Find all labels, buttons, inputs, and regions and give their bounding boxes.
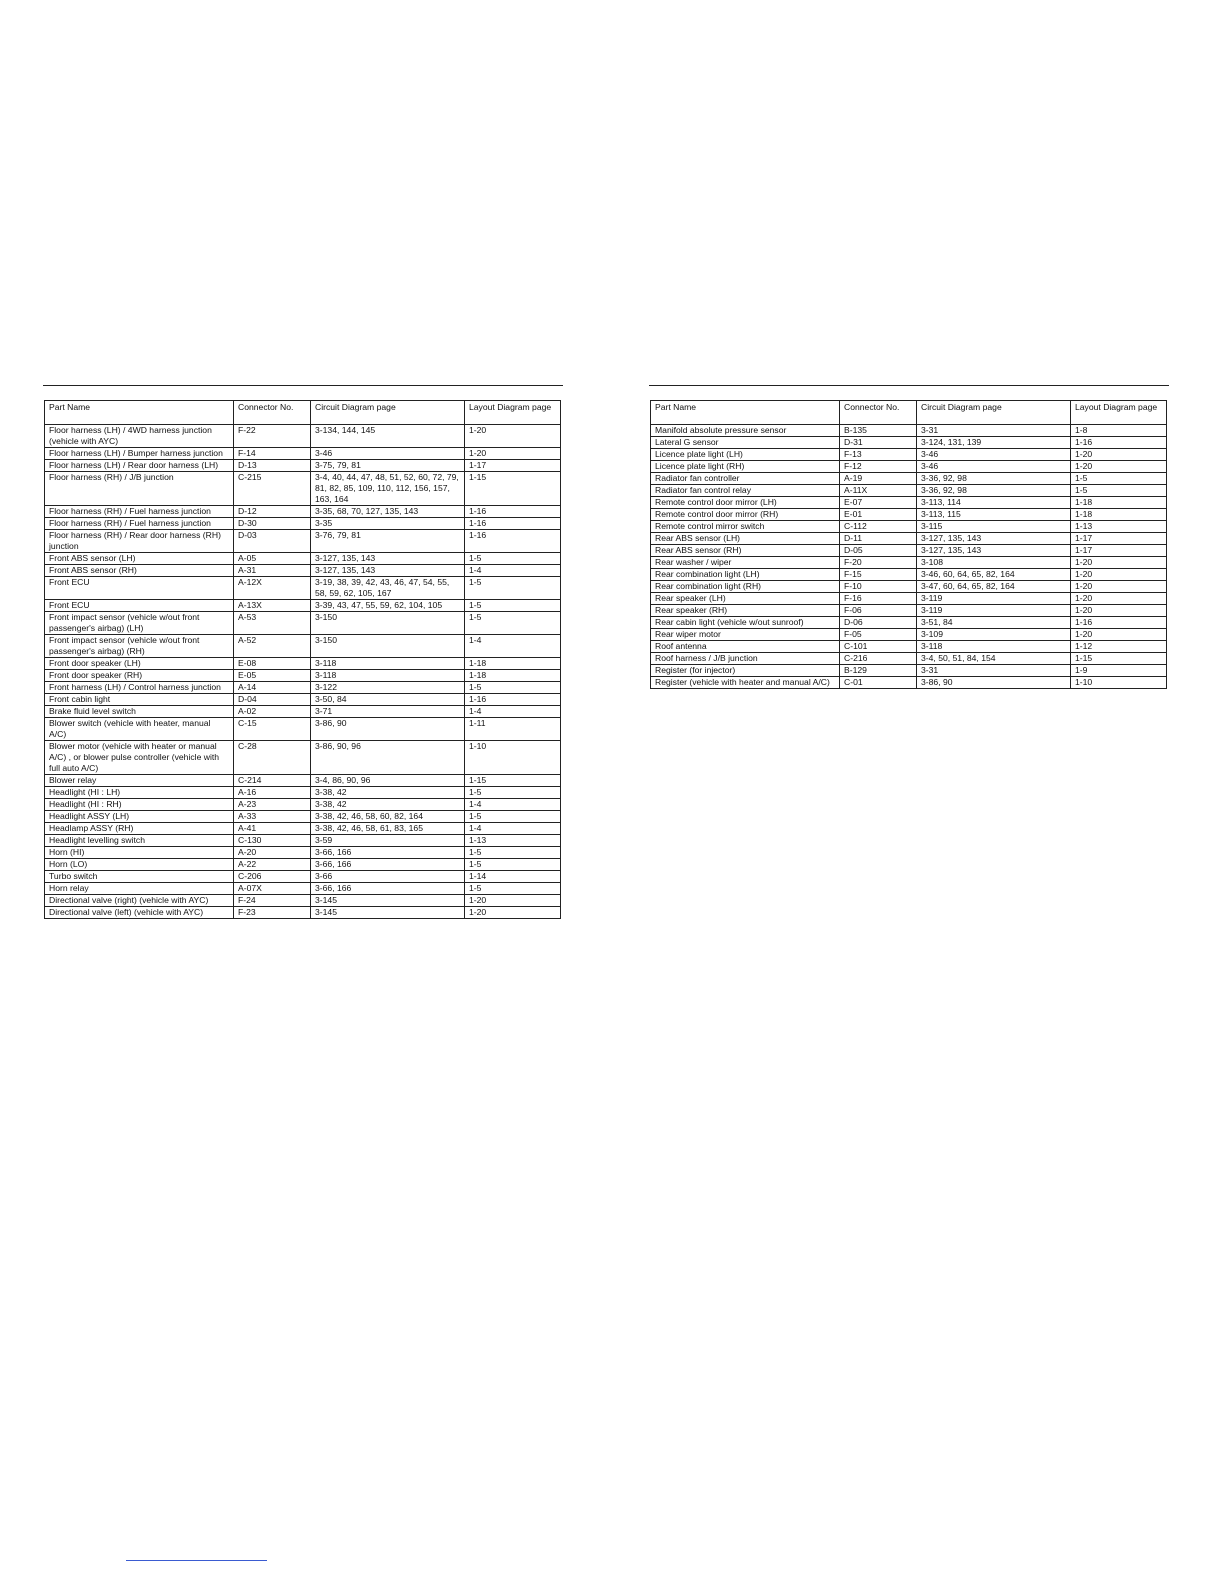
table-row: [45, 787, 561, 799]
cell-circuit-page: 3-4, 50, 51, 84, 154: [917, 653, 1071, 665]
cell-layout-page: 1-18: [465, 670, 561, 682]
cell-layout-page: 1-13: [1071, 521, 1167, 533]
cell-circuit-page: 3-38, 42, 46, 58, 61, 83, 165: [311, 823, 465, 835]
cell-circuit-page: 3-124, 131, 139: [917, 437, 1071, 449]
table-row: [45, 835, 561, 847]
cell-part-name: Rear speaker (LH): [651, 593, 840, 605]
table-row: [45, 460, 561, 472]
cell-part-name: Headlight (HI : LH): [45, 787, 234, 799]
cell-connector-no: A-52: [234, 635, 311, 658]
table-row: [651, 629, 1167, 641]
table-row: [45, 553, 561, 565]
table-row: [45, 612, 561, 635]
cell-connector-no: D-12: [234, 506, 311, 518]
cell-circuit-page: 3-150: [311, 635, 465, 658]
cell-connector-no: D-03: [234, 530, 311, 553]
cell-layout-page: 1-5: [465, 811, 561, 823]
cell-layout-page: 1-17: [465, 460, 561, 472]
cell-part-name: Remote control door mirror (LH): [651, 497, 840, 509]
cell-circuit-page: 3-118: [311, 658, 465, 670]
cell-circuit-page: 3-86, 90, 96: [311, 741, 465, 775]
cell-part-name: Blower switch (vehicle with heater, manual A/C): [45, 718, 234, 741]
table-row: [45, 448, 561, 460]
cell-connector-no: D-30: [234, 518, 311, 530]
cell-part-name: Roof harness / J/B junction: [651, 653, 840, 665]
cell-circuit-page: 3-46: [917, 449, 1071, 461]
cell-layout-page: 1-5: [465, 612, 561, 635]
cell-circuit-page: 3-50, 84: [311, 694, 465, 706]
cell-layout-page: 1-5: [465, 883, 561, 895]
cell-circuit-page: 3-31: [917, 665, 1071, 677]
cell-connector-no: A-07X: [234, 883, 311, 895]
table-row: [45, 472, 561, 506]
cell-connector-no: C-112: [840, 521, 917, 533]
cell-layout-page: 1-5: [1071, 473, 1167, 485]
cell-layout-page: 1-20: [465, 907, 561, 919]
cell-circuit-page: 3-145: [311, 907, 465, 919]
cell-circuit-page: 3-109: [917, 629, 1071, 641]
cell-circuit-page: 3-47, 60, 64, 65, 82, 164: [917, 581, 1071, 593]
cell-part-name: Front door speaker (LH): [45, 658, 234, 670]
cell-layout-page: 1-20: [465, 425, 561, 448]
cell-part-name: Register (vehicle with heater and manual A/C): [651, 677, 840, 689]
cell-layout-page: 1-18: [465, 658, 561, 670]
cell-connector-no: B-135: [840, 425, 917, 437]
cell-part-name: Remote control door mirror (RH): [651, 509, 840, 521]
table-header-row: [651, 401, 1167, 425]
cell-circuit-page: 3-35: [311, 518, 465, 530]
cell-part-name: Lateral G sensor: [651, 437, 840, 449]
cell-part-name: Rear washer / wiper: [651, 557, 840, 569]
header-connector-no: Connector No.: [234, 401, 311, 425]
table-row: [45, 600, 561, 612]
cell-part-name: Radiator fan controller: [651, 473, 840, 485]
cell-connector-no: A-23: [234, 799, 311, 811]
cell-circuit-page: 3-122: [311, 682, 465, 694]
table-row: [45, 694, 561, 706]
cell-layout-page: 1-15: [1071, 653, 1167, 665]
cell-connector-no: C-15: [234, 718, 311, 741]
cell-circuit-page: 3-31: [917, 425, 1071, 437]
table-row: [45, 670, 561, 682]
cell-layout-page: 1-5: [465, 859, 561, 871]
cell-circuit-page: 3-119: [917, 593, 1071, 605]
table-row: [651, 569, 1167, 581]
cell-connector-no: D-06: [840, 617, 917, 629]
cell-connector-no: A-53: [234, 612, 311, 635]
cell-circuit-page: 3-46: [917, 461, 1071, 473]
table-row: [45, 718, 561, 741]
cell-layout-page: 1-20: [1071, 629, 1167, 641]
connector-table-left: [44, 400, 561, 919]
cell-layout-page: 1-20: [1071, 449, 1167, 461]
cell-layout-page: 1-18: [1071, 497, 1167, 509]
cell-circuit-page: 3-36, 92, 98: [917, 485, 1071, 497]
cell-layout-page: 1-8: [1071, 425, 1167, 437]
table-row: [45, 658, 561, 670]
table-row: [651, 473, 1167, 485]
cell-connector-no: A-31: [234, 565, 311, 577]
table-row: [45, 775, 561, 787]
cell-part-name: Floor harness (RH) / Rear door harness (RH) junction: [45, 530, 234, 553]
table-row: [45, 518, 561, 530]
cell-layout-page: 1-16: [1071, 437, 1167, 449]
cell-circuit-page: 3-119: [917, 605, 1071, 617]
cell-layout-page: 1-5: [465, 553, 561, 565]
cell-part-name: Front ABS sensor (RH): [45, 565, 234, 577]
cell-connector-no: E-01: [840, 509, 917, 521]
cell-part-name: Front cabin light: [45, 694, 234, 706]
cell-circuit-page: 3-66, 166: [311, 859, 465, 871]
cell-connector-no: D-13: [234, 460, 311, 472]
table-row: [45, 682, 561, 694]
cell-circuit-page: 3-113, 114: [917, 497, 1071, 509]
table-row: [45, 565, 561, 577]
cell-connector-no: D-11: [840, 533, 917, 545]
table-body-left: [45, 425, 561, 919]
cell-part-name: Floor harness (RH) / Fuel harness junction: [45, 506, 234, 518]
cell-connector-no: A-14: [234, 682, 311, 694]
cell-connector-no: A-33: [234, 811, 311, 823]
cell-layout-page: 1-20: [1071, 461, 1167, 473]
cell-circuit-page: 3-113, 115: [917, 509, 1071, 521]
cell-layout-page: 1-11: [465, 718, 561, 741]
table-row: [651, 557, 1167, 569]
cell-layout-page: 1-4: [465, 565, 561, 577]
cell-part-name: Turbo switch: [45, 871, 234, 883]
cell-connector-no: C-215: [234, 472, 311, 506]
table-row: [45, 425, 561, 448]
cell-part-name: Horn relay: [45, 883, 234, 895]
header-layout-diagram-page: Layout Diagram page: [1071, 401, 1167, 425]
cell-circuit-page: 3-150: [311, 612, 465, 635]
cell-part-name: Horn (HI): [45, 847, 234, 859]
cell-connector-no: F-13: [840, 449, 917, 461]
cell-layout-page: 1-10: [465, 741, 561, 775]
cell-part-name: Floor harness (RH) / J/B junction: [45, 472, 234, 506]
cell-connector-no: F-16: [840, 593, 917, 605]
cell-layout-page: 1-20: [1071, 593, 1167, 605]
cell-circuit-page: 3-86, 90: [917, 677, 1071, 689]
cell-layout-page: 1-4: [465, 635, 561, 658]
cell-circuit-page: 3-59: [311, 835, 465, 847]
cell-circuit-page: 3-118: [917, 641, 1071, 653]
cell-connector-no: C-28: [234, 741, 311, 775]
cell-circuit-page: 3-86, 90: [311, 718, 465, 741]
cell-part-name: Rear wiper motor: [651, 629, 840, 641]
cell-circuit-page: 3-127, 135, 143: [311, 565, 465, 577]
cell-part-name: Radiator fan control relay: [651, 485, 840, 497]
cell-connector-no: C-216: [840, 653, 917, 665]
cell-layout-page: 1-20: [1071, 557, 1167, 569]
cell-part-name: Front impact sensor (vehicle w/out front passenger's airbag) (RH): [45, 635, 234, 658]
cell-connector-no: A-12X: [234, 577, 311, 600]
cell-part-name: Front door speaker (RH): [45, 670, 234, 682]
cell-circuit-page: 3-127, 135, 143: [917, 533, 1071, 545]
cell-layout-page: 1-10: [1071, 677, 1167, 689]
cell-part-name: Front ABS sensor (LH): [45, 553, 234, 565]
cell-circuit-page: 3-118: [311, 670, 465, 682]
cell-connector-no: F-14: [234, 448, 311, 460]
table-row: [45, 847, 561, 859]
cell-connector-no: E-08: [234, 658, 311, 670]
cell-part-name: Front ECU: [45, 600, 234, 612]
cell-layout-page: 1-20: [1071, 605, 1167, 617]
table-row: [45, 506, 561, 518]
header-part-name: Part Name: [45, 401, 234, 425]
header-part-name: Part Name: [651, 401, 840, 425]
cell-part-name: Rear ABS sensor (LH): [651, 533, 840, 545]
cell-circuit-page: 3-38, 42: [311, 787, 465, 799]
header-connector-no: Connector No.: [840, 401, 917, 425]
table-row: [651, 605, 1167, 617]
cell-part-name: Headlamp ASSY (RH): [45, 823, 234, 835]
cell-circuit-page: 3-76, 79, 81: [311, 530, 465, 553]
cell-part-name: Licence plate light (RH): [651, 461, 840, 473]
table-row: [45, 799, 561, 811]
table-row: [651, 617, 1167, 629]
cell-connector-no: A-13X: [234, 600, 311, 612]
cell-circuit-page: 3-36, 92, 98: [917, 473, 1071, 485]
top-rule-left: [43, 385, 563, 386]
cell-connector-no: F-24: [234, 895, 311, 907]
cell-layout-page: 1-17: [1071, 533, 1167, 545]
cell-layout-page: 1-12: [1071, 641, 1167, 653]
table-row: [651, 485, 1167, 497]
cell-part-name: Floor harness (LH) / Bumper harness junction: [45, 448, 234, 460]
cell-part-name: Front impact sensor (vehicle w/out front passenger's airbag) (LH): [45, 612, 234, 635]
cell-part-name: Manifold absolute pressure sensor: [651, 425, 840, 437]
footer-link-underline: [126, 1560, 267, 1561]
cell-layout-page: 1-16: [465, 506, 561, 518]
cell-circuit-page: 3-38, 42: [311, 799, 465, 811]
cell-layout-page: 1-16: [465, 530, 561, 553]
cell-layout-page: 1-18: [1071, 509, 1167, 521]
cell-layout-page: 1-5: [1071, 485, 1167, 497]
cell-layout-page: 1-5: [465, 600, 561, 612]
table-row: [45, 883, 561, 895]
cell-connector-no: F-05: [840, 629, 917, 641]
cell-connector-no: B-129: [840, 665, 917, 677]
cell-connector-no: C-214: [234, 775, 311, 787]
cell-layout-page: 1-13: [465, 835, 561, 847]
table-row: [45, 823, 561, 835]
cell-connector-no: F-22: [234, 425, 311, 448]
table-row: [651, 593, 1167, 605]
cell-layout-page: 1-20: [465, 895, 561, 907]
top-rule-right: [649, 385, 1169, 386]
table-header-row: [45, 401, 561, 425]
cell-circuit-page: 3-35, 68, 70, 127, 135, 143: [311, 506, 465, 518]
cell-circuit-page: 3-115: [917, 521, 1071, 533]
cell-part-name: Rear cabin light (vehicle w/out sunroof): [651, 617, 840, 629]
cell-connector-no: A-11X: [840, 485, 917, 497]
cell-part-name: Headlight levelling switch: [45, 835, 234, 847]
cell-part-name: Floor harness (RH) / Fuel harness junction: [45, 518, 234, 530]
table-row: [651, 653, 1167, 665]
cell-connector-no: F-12: [840, 461, 917, 473]
cell-part-name: Floor harness (LH) / Rear door harness (LH): [45, 460, 234, 472]
cell-connector-no: C-01: [840, 677, 917, 689]
cell-part-name: Directional valve (right) (vehicle with AYC): [45, 895, 234, 907]
table-row: [651, 521, 1167, 533]
table-row: [651, 425, 1167, 437]
cell-layout-page: 1-16: [465, 518, 561, 530]
table-row: [651, 581, 1167, 593]
cell-layout-page: 1-20: [1071, 569, 1167, 581]
table-row: [651, 665, 1167, 677]
cell-connector-no: D-31: [840, 437, 917, 449]
cell-part-name: Rear combination light (RH): [651, 581, 840, 593]
cell-circuit-page: 3-46: [311, 448, 465, 460]
cell-layout-page: 1-9: [1071, 665, 1167, 677]
cell-layout-page: 1-5: [465, 682, 561, 694]
cell-part-name: Front harness (LH) / Control harness junction: [45, 682, 234, 694]
cell-circuit-page: 3-46, 60, 64, 65, 82, 164: [917, 569, 1071, 581]
table-row: [651, 509, 1167, 521]
table-row: [45, 635, 561, 658]
cell-connector-no: F-06: [840, 605, 917, 617]
cell-layout-page: 1-4: [465, 823, 561, 835]
table-row: [651, 437, 1167, 449]
cell-layout-page: 1-5: [465, 847, 561, 859]
cell-part-name: Horn (LO): [45, 859, 234, 871]
cell-circuit-page: 3-39, 43, 47, 55, 59, 62, 104, 105: [311, 600, 465, 612]
cell-circuit-page: 3-38, 42, 46, 58, 60, 82, 164: [311, 811, 465, 823]
cell-circuit-page: 3-75, 79, 81: [311, 460, 465, 472]
cell-layout-page: 1-14: [465, 871, 561, 883]
table-row: [45, 530, 561, 553]
table-row: [45, 577, 561, 600]
cell-circuit-page: 3-19, 38, 39, 42, 43, 46, 47, 54, 55, 58, 59, 62, 105, 167: [311, 577, 465, 600]
table-row: [651, 533, 1167, 545]
cell-connector-no: C-101: [840, 641, 917, 653]
cell-circuit-page: 3-66: [311, 871, 465, 883]
cell-connector-no: A-41: [234, 823, 311, 835]
table-row: [651, 449, 1167, 461]
cell-part-name: Brake fluid level switch: [45, 706, 234, 718]
cell-circuit-page: 3-127, 135, 143: [311, 553, 465, 565]
cell-layout-page: 1-16: [1071, 617, 1167, 629]
cell-connector-no: D-05: [840, 545, 917, 557]
cell-connector-no: F-15: [840, 569, 917, 581]
cell-connector-no: C-206: [234, 871, 311, 883]
header-circuit-diagram-page: Circuit Diagram page: [917, 401, 1071, 425]
cell-circuit-page: 3-145: [311, 895, 465, 907]
table-row: [651, 461, 1167, 473]
table-row: [651, 545, 1167, 557]
cell-part-name: Headlight (HI : RH): [45, 799, 234, 811]
cell-part-name: Blower motor (vehicle with heater or manual A/C) , or blower pulse controller (vehicle with full auto A/C): [45, 741, 234, 775]
cell-layout-page: 1-20: [1071, 581, 1167, 593]
cell-connector-no: E-07: [840, 497, 917, 509]
cell-layout-page: 1-15: [465, 775, 561, 787]
cell-circuit-page: 3-71: [311, 706, 465, 718]
cell-part-name: Remote control mirror switch: [651, 521, 840, 533]
header-layout-diagram-page: Layout Diagram page: [465, 401, 561, 425]
cell-layout-page: 1-20: [465, 448, 561, 460]
cell-connector-no: E-05: [234, 670, 311, 682]
table-row: [651, 641, 1167, 653]
cell-connector-no: F-10: [840, 581, 917, 593]
cell-part-name: Licence plate light (LH): [651, 449, 840, 461]
table-row: [651, 677, 1167, 689]
cell-connector-no: F-23: [234, 907, 311, 919]
cell-circuit-page: 3-51, 84: [917, 617, 1071, 629]
cell-layout-page: 1-16: [465, 694, 561, 706]
cell-layout-page: 1-15: [465, 472, 561, 506]
cell-connector-no: A-20: [234, 847, 311, 859]
cell-connector-no: A-02: [234, 706, 311, 718]
cell-circuit-page: 3-127, 135, 143: [917, 545, 1071, 557]
table-row: [45, 741, 561, 775]
table-row: [45, 706, 561, 718]
cell-circuit-page: 3-4, 86, 90, 96: [311, 775, 465, 787]
table-row: [45, 871, 561, 883]
cell-part-name: Directional valve (left) (vehicle with AYC): [45, 907, 234, 919]
cell-connector-no: A-16: [234, 787, 311, 799]
cell-layout-page: 1-5: [465, 577, 561, 600]
cell-circuit-page: 3-134, 144, 145: [311, 425, 465, 448]
cell-part-name: Rear speaker (RH): [651, 605, 840, 617]
cell-part-name: Headlight ASSY (LH): [45, 811, 234, 823]
cell-part-name: Rear combination light (LH): [651, 569, 840, 581]
table-body-right: [651, 425, 1167, 689]
cell-connector-no: C-130: [234, 835, 311, 847]
table-row: [45, 895, 561, 907]
cell-connector-no: A-05: [234, 553, 311, 565]
cell-circuit-page: 3-4, 40, 44, 47, 48, 51, 52, 60, 72, 79, 81, 82, 85, 109, 110, 112, 156, 157, 163, 164: [311, 472, 465, 506]
cell-circuit-page: 3-108: [917, 557, 1071, 569]
table-row: [651, 497, 1167, 509]
cell-layout-page: 1-5: [465, 787, 561, 799]
cell-part-name: Blower relay: [45, 775, 234, 787]
connector-table-right: [650, 400, 1167, 689]
cell-layout-page: 1-17: [1071, 545, 1167, 557]
cell-connector-no: A-19: [840, 473, 917, 485]
cell-circuit-page: 3-66, 166: [311, 847, 465, 859]
header-circuit-diagram-page: Circuit Diagram page: [311, 401, 465, 425]
cell-part-name: Roof antenna: [651, 641, 840, 653]
table-row: [45, 811, 561, 823]
cell-part-name: Front ECU: [45, 577, 234, 600]
cell-connector-no: F-20: [840, 557, 917, 569]
cell-part-name: Floor harness (LH) / 4WD harness junction (vehicle with AYC): [45, 425, 234, 448]
table-row: [45, 907, 561, 919]
cell-part-name: Rear ABS sensor (RH): [651, 545, 840, 557]
cell-connector-no: A-22: [234, 859, 311, 871]
cell-circuit-page: 3-66, 166: [311, 883, 465, 895]
cell-connector-no: D-04: [234, 694, 311, 706]
cell-layout-page: 1-4: [465, 706, 561, 718]
cell-part-name: Register (for injector): [651, 665, 840, 677]
cell-layout-page: 1-4: [465, 799, 561, 811]
table-row: [45, 859, 561, 871]
